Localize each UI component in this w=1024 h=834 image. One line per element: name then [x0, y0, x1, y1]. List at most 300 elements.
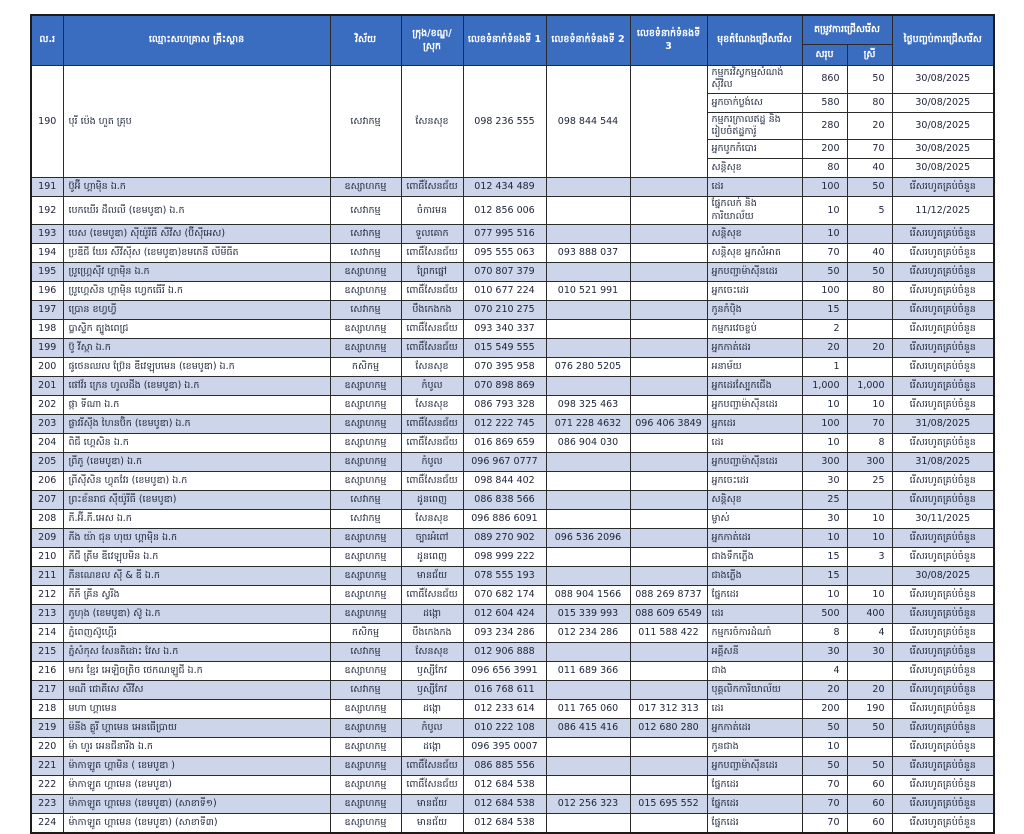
row-number-cell: 224: [31, 814, 63, 834]
deadline-cell: រើសរហូតគ្រប់ចំនួន: [892, 472, 994, 491]
enterprise-name-cell: ប៊ូអ៊ី ហ្គាម៉ិន ឯ.ក: [63, 178, 330, 197]
phone1-cell: 096 656 3991: [463, 662, 546, 681]
req-total-cell: 70: [802, 244, 847, 263]
row-number-cell: 216: [31, 662, 63, 681]
phone2-cell: [546, 178, 630, 197]
phone2-cell: [546, 301, 630, 320]
req-total-cell: 15: [802, 301, 847, 320]
deadline-cell: រើសរហូតគ្រប់ចំនួន: [892, 586, 994, 605]
phone1-cell: 096 395 0007: [463, 738, 546, 757]
phone1-cell: 077 995 516: [463, 225, 546, 244]
enterprise-name-cell: មណី ជោគីសេ សឺវីស: [63, 681, 330, 700]
enterprise-name-cell: ផៅវ័រ ក្រេន ហូលដីង (ខេមបូឌា) ឯ.ក: [63, 377, 330, 396]
row-number-cell: 198: [31, 320, 63, 339]
district-cell: បឹងកេងកង: [401, 624, 463, 643]
phone1-cell: 012 222 745: [463, 415, 546, 434]
req-total-cell: 30: [802, 472, 847, 491]
phone3-cell: [630, 282, 707, 301]
col-header-no: ល.រ: [31, 15, 63, 66]
phone3-cell: [630, 814, 707, 834]
district-cell: ច្បារអំពៅ: [401, 529, 463, 548]
deadline-cell: រើសរហូតគ្រប់ចំនួន: [892, 178, 994, 197]
enterprise-name-cell: មហា ហ្គាមេន: [63, 700, 330, 719]
table-row: [31, 738, 994, 757]
row-number-cell: 213: [31, 605, 63, 624]
phone2-cell: 098 325 463: [546, 396, 630, 415]
deadline-cell: 30/08/2025: [892, 93, 994, 112]
enterprise-name-cell: ប្រោន ខហ្វហ្វី: [63, 301, 330, 320]
position-cell: អ្នកបូកកំបោរ: [707, 140, 802, 159]
deadline-cell: 30/08/2025: [892, 159, 994, 178]
deadline-cell: រើសរហូតគ្រប់ចំនួន: [892, 358, 994, 377]
district-cell: ពោធិ៍សែនជ័យ: [401, 586, 463, 605]
table-row: [31, 377, 994, 396]
phone1-cell: 070 395 958: [463, 358, 546, 377]
district-cell: ពោធិ៍សែនជ័យ: [401, 244, 463, 263]
req-female-cell: [847, 358, 892, 377]
table-row: [31, 197, 994, 225]
phone2-cell: [546, 339, 630, 358]
phone3-cell: [630, 197, 707, 225]
position-cell: អ្នកបញ្ជាម៉ាស៊ីនដេរ: [707, 263, 802, 282]
phone3-cell: [630, 757, 707, 776]
table-row: [31, 415, 994, 434]
row-number-cell: 205: [31, 453, 63, 472]
enterprise-name-cell: ពិជី ហ្គេសិន ឯ.ក: [63, 434, 330, 453]
sector-cell: ឧស្សាហកម្ម: [330, 320, 401, 339]
phone1-cell: 093 340 337: [463, 320, 546, 339]
deadline-cell: រើសរហូតគ្រប់ចំនួន: [892, 244, 994, 263]
req-total-cell: 70: [802, 776, 847, 795]
table-row: [31, 434, 994, 453]
sector-cell: ឧស្សាហកម្ម: [330, 814, 401, 834]
district-cell: ដូនពេញ: [401, 491, 463, 510]
table-row: [31, 681, 994, 700]
position-cell: ម្ចាស់: [707, 510, 802, 529]
deadline-cell: រើសរហូតគ្រប់ចំនួន: [892, 282, 994, 301]
req-female-cell: 190: [847, 700, 892, 719]
deadline-cell: រើសរហូតគ្រប់ចំនួន: [892, 700, 994, 719]
sector-cell: សេវាកម្ម: [330, 225, 401, 244]
row-number-cell: 222: [31, 776, 63, 795]
phone3-cell: 096 406 3849: [630, 415, 707, 434]
phone1-cell: 070 682 174: [463, 586, 546, 605]
req-total-cell: 50: [802, 719, 847, 738]
req-female-cell: [847, 225, 892, 244]
phone2-cell: [546, 197, 630, 225]
phone2-cell: 015 339 993: [546, 605, 630, 624]
req-total-cell: 860: [802, 66, 847, 94]
phone2-cell: 011 689 366: [546, 662, 630, 681]
phone1-cell: 070 210 275: [463, 301, 546, 320]
district-cell: ពោធិ៍សែនជ័យ: [401, 472, 463, 491]
sector-cell: ឧស្សាហកម្ម: [330, 548, 401, 567]
phone2-cell: [546, 776, 630, 795]
req-female-cell: [847, 491, 892, 510]
phone3-cell: [630, 567, 707, 586]
sector-cell: ឧស្សាហកម្ម: [330, 605, 401, 624]
phone2-cell: [546, 567, 630, 586]
phone1-cell: 010 677 224: [463, 282, 546, 301]
phone3-cell: [630, 738, 707, 757]
phone1-cell: 096 967 0777: [463, 453, 546, 472]
position-cell: ជាងភ្លើង: [707, 567, 802, 586]
table-row: [31, 491, 994, 510]
enterprise-name-cell: ម៉ាកាឡូត ហ្គាមេន (ខេមបូឌា) (សាខាទី៣): [63, 814, 330, 834]
deadline-cell: រើសរហូតគ្រប់ចំនួន: [892, 795, 994, 814]
district-cell: សែនសុខ: [401, 66, 463, 178]
sector-cell: សេវាកម្ម: [330, 510, 401, 529]
enterprise-name-cell: ព្រះខ័នរាជ ស៊ីយ៉ូរីធី (ខេមបូឌា): [63, 491, 330, 510]
req-total-cell: 280: [802, 112, 847, 140]
table-row: [31, 567, 994, 586]
deadline-cell: រើសរហូតគ្រប់ចំនួន: [892, 814, 994, 834]
req-total-cell: 20: [802, 681, 847, 700]
phone1-cell: 016 869 659: [463, 434, 546, 453]
enterprise-name-cell: ម៉ាកាឡូត ហ្គាមេន (ខេមបូឌា) (សាខាទី១): [63, 795, 330, 814]
phone2-cell: [546, 814, 630, 834]
district-cell: សែនសុខ: [401, 510, 463, 529]
req-total-cell: 580: [802, 93, 847, 112]
col-header-phone3: លេខទំនាក់ទំនងទី 3: [630, 15, 707, 66]
position-cell: អ្នកចេះដេរ: [707, 282, 802, 301]
req-female-cell: 25: [847, 472, 892, 491]
phone3-cell: [630, 244, 707, 263]
col-header-name: ឈ្មោះសហគ្រាស គ្រឹះស្ថាន: [63, 15, 330, 66]
req-female-cell: 400: [847, 605, 892, 624]
row-number-cell: 201: [31, 377, 63, 396]
deadline-cell: រើសរហូតគ្រប់ចំនួន: [892, 301, 994, 320]
deadline-cell: រើសរហូតគ្រប់ចំនួន: [892, 605, 994, 624]
phone2-cell: [546, 377, 630, 396]
enterprise-name-cell: ភីនណេខល ស៊ី & ឌី ឯ.ក: [63, 567, 330, 586]
phone1-cell: 095 555 063: [463, 244, 546, 263]
req-total-cell: 8: [802, 624, 847, 643]
req-female-cell: 50: [847, 263, 892, 282]
table-row: [31, 757, 994, 776]
sector-cell: ឧស្សាហកម្ម: [330, 662, 401, 681]
row-number-cell: 202: [31, 396, 63, 415]
district-cell: ដង្កោ: [401, 738, 463, 757]
sector-cell: ឧស្សាហកម្ម: [330, 263, 401, 282]
position-cell: សន្តិសុខ: [707, 225, 802, 244]
position-cell: បុគ្គលិកការិយាល័យ: [707, 681, 802, 700]
district-cell: ឫស្សីកែវ: [401, 681, 463, 700]
deadline-cell: រើសរហូតគ្រប់ចំនួន: [892, 529, 994, 548]
phone3-cell: 017 312 313: [630, 700, 707, 719]
position-cell: ដេរ: [707, 434, 802, 453]
deadline-cell: 30/08/2025: [892, 140, 994, 159]
req-total-cell: 500: [802, 605, 847, 624]
phone3-cell: [630, 510, 707, 529]
table-row: [31, 282, 994, 301]
req-female-cell: 10: [847, 510, 892, 529]
enterprise-name-cell: ភីជី ត្រីម ឌីវេឡុបមិន ឯ.ក: [63, 548, 330, 567]
sector-cell: ឧស្សាហកម្ម: [330, 434, 401, 453]
sector-cell: កសិកម្ម: [330, 358, 401, 377]
req-female-cell: [847, 738, 892, 757]
sector-cell: សេវាកម្ម: [330, 681, 401, 700]
sector-cell: សេវាកម្ម: [330, 66, 401, 178]
position-cell: កម្មករវិស្វកម្មសំណង់ស៊ីវិល: [707, 66, 802, 94]
req-total-cell: 10: [802, 586, 847, 605]
req-female-cell: 10: [847, 586, 892, 605]
req-total-cell: 100: [802, 178, 847, 197]
deadline-cell: រើសរហូតគ្រប់ចំនួន: [892, 624, 994, 643]
req-female-cell: 50: [847, 66, 892, 94]
phone3-cell: 088 609 6549: [630, 605, 707, 624]
district-cell: មានជ័យ: [401, 567, 463, 586]
req-female-cell: 60: [847, 795, 892, 814]
position-cell: សន្តិសុខ: [707, 491, 802, 510]
table-row: [31, 225, 994, 244]
sector-cell: ឧស្សាហកម្ម: [330, 472, 401, 491]
table-row: [31, 320, 994, 339]
enterprise-name-cell: បេកឃើរ ដឺលលី (ខេមបូឌា) ឯ.ក: [63, 197, 330, 225]
req-total-cell: 200: [802, 700, 847, 719]
req-total-cell: 20: [802, 339, 847, 358]
sector-cell: សេវាកម្ម: [330, 491, 401, 510]
req-total-cell: 10: [802, 529, 847, 548]
req-total-cell: 15: [802, 567, 847, 586]
req-female-cell: 70: [847, 415, 892, 434]
table-row: [31, 510, 994, 529]
district-cell: ចំការមន: [401, 197, 463, 225]
enterprise-name-cell: ភ្នំសំកុស សែនតិដោះ វែស ឯ.ក: [63, 643, 330, 662]
row-number-cell: 214: [31, 624, 63, 643]
row-number-cell: 203: [31, 415, 63, 434]
phone2-cell: [546, 472, 630, 491]
req-female-cell: [847, 567, 892, 586]
sector-cell: ឧស្សាហកម្ម: [330, 567, 401, 586]
phone2-cell: [546, 757, 630, 776]
position-cell: ដេរ: [707, 178, 802, 197]
phone3-cell: 088 269 8737: [630, 586, 707, 605]
req-female-cell: 4: [847, 624, 892, 643]
phone1-cell: 093 234 286: [463, 624, 546, 643]
sector-cell: សេវាកម្ម: [330, 643, 401, 662]
deadline-cell: រើសរហូតគ្រប់ចំនួន: [892, 643, 994, 662]
deadline-cell: 30/11/2025: [892, 510, 994, 529]
position-cell: កម្មករចំការដំណាំ: [707, 624, 802, 643]
req-female-cell: 80: [847, 282, 892, 301]
phone3-cell: 015 695 552: [630, 795, 707, 814]
row-number-cell: 200: [31, 358, 63, 377]
deadline-cell: 30/08/2025: [892, 112, 994, 140]
phone1-cell: 012 856 006: [463, 197, 546, 225]
position-cell: អ្នកកាត់ដេរ: [707, 529, 802, 548]
position-cell: ផ្នែកដេរ: [707, 776, 802, 795]
position-cell: អ្នកកាត់ដេរ: [707, 719, 802, 738]
table-row: [31, 66, 994, 94]
req-total-cell: 70: [802, 814, 847, 834]
enterprise-name-cell: ភីភី គ្រីន ស្វរីង: [63, 586, 330, 605]
req-female-cell: 300: [847, 453, 892, 472]
row-number-cell: 210: [31, 548, 63, 567]
req-total-cell: 70: [802, 795, 847, 814]
req-female-cell: 20: [847, 112, 892, 140]
table-row: [31, 301, 994, 320]
phone2-cell: [546, 548, 630, 567]
phone1-cell: 012 906 888: [463, 643, 546, 662]
req-total-cell: 100: [802, 415, 847, 434]
position-cell: ដេរ: [707, 605, 802, 624]
req-female-cell: 20: [847, 339, 892, 358]
req-female-cell: 50: [847, 757, 892, 776]
position-cell: កម្មករក្រាលឥដ្ឋ និងរៀបចំឥដ្ឋការ៉ូ: [707, 112, 802, 140]
district-cell: ពោធិ៍សែនជ័យ: [401, 320, 463, 339]
district-cell: ពោធិ៍សែនជ័យ: [401, 757, 463, 776]
position-cell: អ្នកកាត់ដេរ: [707, 339, 802, 358]
district-cell: សែនសុខ: [401, 643, 463, 662]
req-female-cell: 10: [847, 396, 892, 415]
sector-cell: សេវាកម្ម: [330, 301, 401, 320]
phone1-cell: 089 270 902: [463, 529, 546, 548]
req-total-cell: 50: [802, 263, 847, 282]
table-row: [31, 624, 994, 643]
sector-cell: ឧស្សាហកម្ម: [330, 339, 401, 358]
phone1-cell: 012 684 538: [463, 776, 546, 795]
row-number-cell: 206: [31, 472, 63, 491]
phone2-cell: [546, 225, 630, 244]
req-female-cell: 8: [847, 434, 892, 453]
req-female-cell: 50: [847, 719, 892, 738]
enterprise-name-cell: ប្រូហ្គេសិន ហ្គាម៉ិន ហ្វេកធើរី ឯ.ក: [63, 282, 330, 301]
position-cell: អ្នកបញ្ជាម៉ាស៊ីនដេរ: [707, 453, 802, 472]
phone1-cell: 070 807 379: [463, 263, 546, 282]
row-number-cell: 221: [31, 757, 63, 776]
req-total-cell: 2: [802, 320, 847, 339]
row-number-cell: 193: [31, 225, 63, 244]
row-number-cell: 192: [31, 197, 63, 225]
position-cell: ផ្នែកដេរ: [707, 586, 802, 605]
deadline-cell: រើសរហូតគ្រប់ចំនួន: [892, 548, 994, 567]
req-total-cell: 1,000: [802, 377, 847, 396]
position-cell: ផ្នែកដេរ: [707, 795, 802, 814]
district-cell: ពោធិ៍សែនជ័យ: [401, 434, 463, 453]
req-total-cell: 30: [802, 643, 847, 662]
sector-cell: ឧស្សាហកម្ម: [330, 178, 401, 197]
phone3-cell: [630, 643, 707, 662]
col-header-deadline: ថ្ងៃបញ្ចប់ការជ្រើសរើស: [892, 15, 994, 66]
req-total-cell: 10: [802, 197, 847, 225]
deadline-cell: រើសរហូតគ្រប់ចំនួន: [892, 263, 994, 282]
table-row: [31, 548, 994, 567]
req-female-cell: 1,000: [847, 377, 892, 396]
sector-cell: ឧស្សាហកម្ម: [330, 453, 401, 472]
row-number-cell: 195: [31, 263, 63, 282]
sector-cell: កសិកម្ម: [330, 624, 401, 643]
deadline-cell: រើសរហូតគ្រប់ចំនួន: [892, 776, 994, 795]
req-female-cell: 3: [847, 548, 892, 567]
table-header: [31, 15, 994, 66]
deadline-cell: រើសរហូតគ្រប់ចំនួន: [892, 681, 994, 700]
position-cell: ជាង: [707, 662, 802, 681]
district-cell: ពោធិ៍សែនជ័យ: [401, 776, 463, 795]
table-row: [31, 643, 994, 662]
row-number-cell: 207: [31, 491, 63, 510]
position-cell: សន្តិសុខ: [707, 159, 802, 178]
table-row: [31, 178, 994, 197]
col-header-requirement-group: តម្រូវការជ្រើសរើស: [802, 15, 892, 45]
deadline-cell: 11/12/2025: [892, 197, 994, 225]
enterprise-name-cell: បេស (ខេមបូឌា) ស៊ីយ៉ូរីធី សឺវីស (ប៊ីស៊ីអេស): [63, 225, 330, 244]
district-cell: ពោធិ៍សែនជ័យ: [401, 178, 463, 197]
table-row: [31, 662, 994, 681]
enterprise-name-cell: ប្លាស្ទិក ត្បូងពេជ្រ: [63, 320, 330, 339]
req-total-cell: 80: [802, 159, 847, 178]
col-header-phone1: លេខទំនាក់ទំនងទី 1: [463, 15, 546, 66]
phone3-cell: [630, 453, 707, 472]
phone1-cell: 012 684 538: [463, 795, 546, 814]
sector-cell: សេវាកម្ម: [330, 244, 401, 263]
enterprise-name-cell: ភូហុង (ខេមបូឌា) ស៊ូ ឯ.ក: [63, 605, 330, 624]
position-cell: កូនកំប៉ិង: [707, 301, 802, 320]
table-row: [31, 263, 994, 282]
phone1-cell: 010 222 108: [463, 719, 546, 738]
phone2-cell: 011 765 060: [546, 700, 630, 719]
phone3-cell: [630, 358, 707, 377]
district-cell: មានជ័យ: [401, 795, 463, 814]
district-cell: ឫស្សីកែវ: [401, 662, 463, 681]
row-number-cell: 194: [31, 244, 63, 263]
phone1-cell: 016 768 611: [463, 681, 546, 700]
phone3-cell: 012 680 280: [630, 719, 707, 738]
req-female-cell: 80: [847, 93, 892, 112]
row-number-cell: 208: [31, 510, 63, 529]
req-total-cell: 10: [802, 225, 847, 244]
phone3-cell: [630, 681, 707, 700]
phone3-cell: [630, 472, 707, 491]
row-number-cell: 220: [31, 738, 63, 757]
phone3-cell: [630, 396, 707, 415]
table-row: [31, 244, 994, 263]
position-cell: ជាងទឹកភ្លើង: [707, 548, 802, 567]
row-number-cell: 223: [31, 795, 63, 814]
phone2-cell: 088 904 1566: [546, 586, 630, 605]
row-number-cell: 211: [31, 567, 63, 586]
row-number-cell: 209: [31, 529, 63, 548]
phone3-cell: [630, 377, 707, 396]
phone3-cell: [630, 320, 707, 339]
deadline-cell: រើសរហូតគ្រប់ចំនួន: [892, 491, 994, 510]
position-cell: អ្នកដេរ: [707, 415, 802, 434]
phone2-cell: 096 536 2096: [546, 529, 630, 548]
phone1-cell: 086 793 328: [463, 396, 546, 415]
district-cell: ពោធិ៍សែនជ័យ: [401, 282, 463, 301]
enterprise-name-cell: ផ្កា ទីណា ឯ.ក: [63, 396, 330, 415]
deadline-cell: រើសរហូតគ្រប់ចំនួន: [892, 377, 994, 396]
row-number-cell: 190: [31, 66, 63, 178]
enterprise-name-cell: ភីង យ៉ា ជុន ហុយ ហ្គាម៉ិន ឯ.ក: [63, 529, 330, 548]
district-cell: មានជ័យ: [401, 814, 463, 834]
deadline-cell: រើសរហូតគ្រប់ចំនួន: [892, 738, 994, 757]
enterprise-name-cell: ភ្នំពេញស៊ូហ្គើរ: [63, 624, 330, 643]
col-header-position: មុខតំណែងជ្រើសរើស: [707, 15, 802, 66]
sector-cell: ឧស្សាហកម្ម: [330, 529, 401, 548]
sector-cell: ឧស្សាហកម្ម: [330, 377, 401, 396]
table-row: [31, 795, 994, 814]
position-cell: អ្នកចេះដេរ: [707, 472, 802, 491]
enterprise-name-cell: ភី.អ៊ី.ភី.អេស ឯ.ក: [63, 510, 330, 529]
district-cell: សែនសុខ: [401, 358, 463, 377]
sector-cell: ឧស្សាហកម្ម: [330, 586, 401, 605]
phone1-cell: 098 999 222: [463, 548, 546, 567]
phone3-cell: 011 588 422: [630, 624, 707, 643]
position-cell: ដេរ: [707, 700, 802, 719]
phone1-cell: 086 838 566: [463, 491, 546, 510]
col-header-req-female: ស្រី: [847, 45, 892, 66]
